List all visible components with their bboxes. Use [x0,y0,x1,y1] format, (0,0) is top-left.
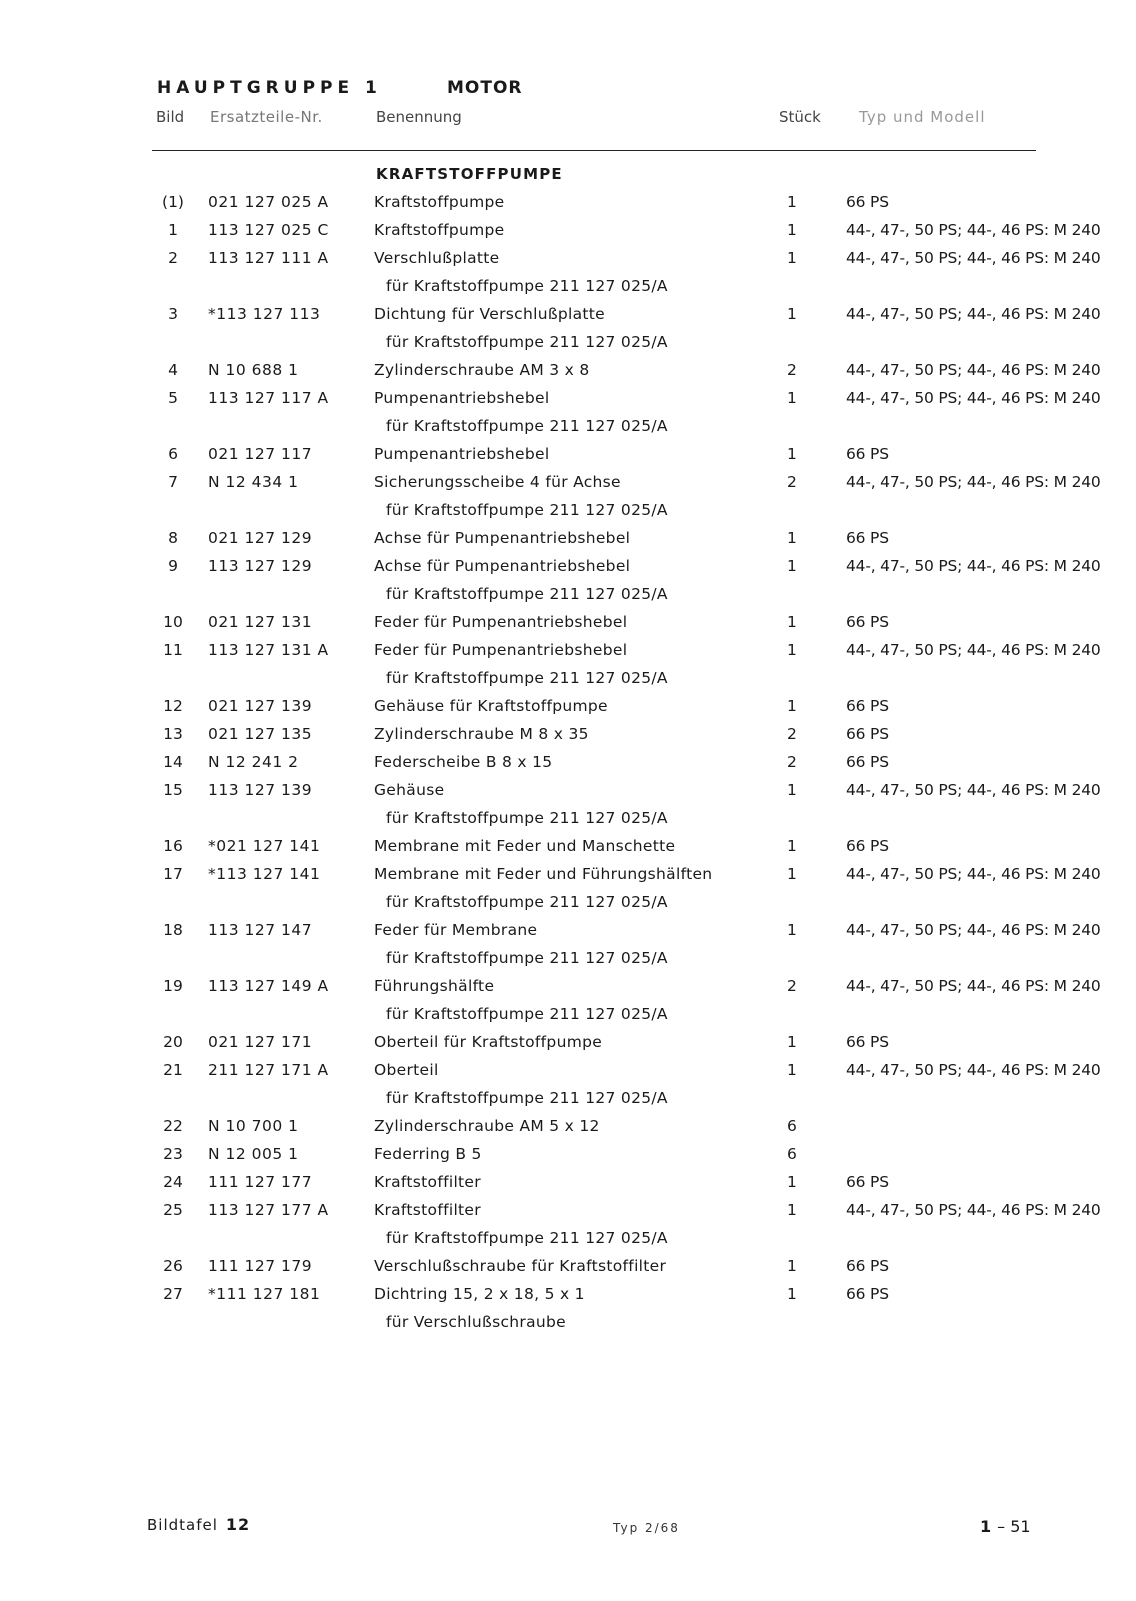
part-number: 113 127 177 A [208,1201,329,1219]
figure-number: 10 [163,613,183,631]
model-applicability: 44-, 47-, 50 PS; 44-, 46 PS: M 240 [846,473,1101,491]
figure-number: 26 [163,1257,183,1275]
model-applicability: 66 PS [846,753,889,771]
quantity: 1 [787,221,797,239]
table-row-continuation [0,889,1136,917]
part-number: 211 127 171 A [208,1061,329,1079]
part-description: Feder für Pumpenantriebshebel [374,641,628,659]
model-applicability: 66 PS [846,725,889,743]
table-row [0,1029,1136,1057]
part-description: Feder für Membrane [374,921,538,939]
model-applicability: 44-, 47-, 50 PS; 44-, 46 PS: M 240 [846,865,1101,883]
quantity: 1 [787,697,797,715]
part-number: 021 127 135 [208,725,313,743]
model-applicability: 66 PS [846,445,889,463]
part-number: 021 127 171 [208,1033,313,1051]
quantity: 1 [787,781,797,799]
table-row [0,721,1136,749]
quantity: 1 [787,193,797,211]
part-description: Feder für Pumpenantriebshebel [374,613,628,631]
part-number: N 10 700 1 [208,1117,299,1135]
part-number: N 12 005 1 [208,1145,299,1163]
continuation-text: für Kraftstoffpumpe 211 127 025/A [386,893,668,911]
quantity: 1 [787,1061,797,1079]
part-description: Federscheibe B 8 x 15 [374,753,553,771]
table-row [0,1113,1136,1141]
part-description: Führungshälfte [374,977,495,995]
part-number: 113 127 149 A [208,977,329,995]
figure-number: 27 [163,1285,183,1303]
table-row-continuation [0,581,1136,609]
continuation-text: für Kraftstoffpumpe 211 127 025/A [386,333,668,351]
part-number: 111 127 179 [208,1257,313,1275]
figure-number: 7 [168,473,178,491]
column-header-description: Benennung [376,108,462,126]
figure-number: 19 [163,977,183,995]
footer-plate-number: 12 [225,1515,251,1534]
table-row [0,469,1136,497]
part-number: 021 127 025 A [208,193,329,211]
part-number: 021 127 139 [208,697,313,715]
continuation-text: für Kraftstoffpumpe 211 127 025/A [386,1089,668,1107]
part-number: 113 127 117 A [208,389,329,407]
part-number: 113 127 139 [208,781,313,799]
part-description: Kraftstoffilter [374,1173,481,1191]
parts-table [0,189,1136,1337]
table-row [0,1141,1136,1169]
quantity: 1 [787,1173,797,1191]
figure-number: 20 [163,1033,183,1051]
header-divider [152,150,1036,151]
table-row-continuation [0,665,1136,693]
model-applicability: 44-, 47-, 50 PS; 44-, 46 PS: M 240 [846,361,1101,379]
quantity: 1 [787,557,797,575]
figure-number: 25 [163,1201,183,1219]
quantity: 1 [787,445,797,463]
table-row [0,525,1136,553]
model-applicability: 66 PS [846,1173,889,1191]
figure-number: 15 [163,781,183,799]
part-description: Achse für Pumpenantriebshebel [374,529,631,547]
part-number: N 12 241 2 [208,753,299,771]
quantity: 1 [787,641,797,659]
table-row [0,1281,1136,1309]
quantity: 1 [787,305,797,323]
part-description: Gehäuse für Kraftstoffpumpe [374,697,608,715]
quantity: 6 [787,1117,797,1135]
quantity: 1 [787,1257,797,1275]
model-applicability: 66 PS [846,193,889,211]
quantity: 1 [787,1285,797,1303]
table-row [0,1253,1136,1281]
part-description: Oberteil für Kraftstoffpumpe [374,1033,603,1051]
table-row [0,973,1136,1001]
part-description: Achse für Pumpenantriebshebel [374,557,631,575]
column-header-quantity: Stück [779,108,821,126]
figure-number: 13 [163,725,183,743]
quantity: 2 [787,725,797,743]
model-applicability: 66 PS [846,1033,889,1051]
part-number: 113 127 129 [208,557,313,575]
footer-typ: Typ 2/68 [613,1521,680,1535]
quantity: 1 [787,921,797,939]
model-applicability: 66 PS [846,529,889,547]
quantity: 1 [787,613,797,631]
header-title [157,78,523,98]
part-description: Dichtring 15, 2 x 18, 5 x 1 [374,1285,585,1303]
table-row-continuation [0,273,1136,301]
part-number: 021 127 131 [208,613,313,631]
figure-number: (1) [162,193,184,211]
table-row [0,833,1136,861]
figure-number: 16 [163,837,183,855]
column-header-model: Typ und Modell [859,108,986,126]
figure-number: 6 [168,445,178,463]
table-row-continuation [0,805,1136,833]
quantity: 1 [787,389,797,407]
model-applicability: 44-, 47-, 50 PS; 44-, 46 PS: M 240 [846,921,1101,939]
part-description: Dichtung für Verschlußplatte [374,305,606,323]
figure-number: 5 [168,389,178,407]
quantity: 2 [787,361,797,379]
table-row [0,245,1136,273]
part-description: Membrane mit Feder und Manschette [374,837,676,855]
table-row-continuation [0,413,1136,441]
section-heading: KRAFTSTOFFPUMPE [376,165,563,183]
part-description: Kraftstoffilter [374,1201,481,1219]
quantity: 1 [787,865,797,883]
table-row [0,777,1136,805]
model-applicability: 44-, 47-, 50 PS; 44-, 46 PS: M 240 [846,221,1101,239]
table-row [0,385,1136,413]
part-description: Zylinderschraube M 8 x 35 [374,725,589,743]
figure-number: 21 [163,1061,183,1079]
part-number: *021 127 141 [208,837,321,855]
table-row [0,301,1136,329]
table-row [0,637,1136,665]
part-number: 113 127 025 C [208,221,329,239]
table-row-continuation [0,1309,1136,1337]
footer-page-bold: 1 [980,1517,992,1536]
table-row [0,189,1136,217]
figure-number: 24 [163,1173,183,1191]
table-row [0,553,1136,581]
table-row [0,1197,1136,1225]
part-description: Pumpenantriebshebel [374,389,550,407]
table-row [0,1169,1136,1197]
part-number: 111 127 177 [208,1173,313,1191]
figure-number: 4 [168,361,178,379]
table-row [0,917,1136,945]
part-description: Verschlußschraube für Kraftstoffilter [374,1257,667,1275]
continuation-text: für Kraftstoffpumpe 211 127 025/A [386,669,668,687]
part-description: Zylinderschraube AM 5 x 12 [374,1117,600,1135]
model-applicability: 44-, 47-, 50 PS; 44-, 46 PS: M 240 [846,1061,1101,1079]
model-applicability: 66 PS [846,1285,889,1303]
quantity: 1 [787,837,797,855]
footer-plate [147,1515,250,1534]
part-number: N 10 688 1 [208,361,299,379]
figure-number: 17 [163,865,183,883]
table-row-continuation [0,945,1136,973]
model-applicability: 44-, 47-, 50 PS; 44-, 46 PS: M 240 [846,641,1101,659]
part-description: Sicherungsscheibe 4 für Achse [374,473,621,491]
part-description: Membrane mit Feder und Führungshälften [374,865,713,883]
figure-number: 1 [168,221,178,239]
model-applicability: 66 PS [846,697,889,715]
part-description: Kraftstoffpumpe [374,221,505,239]
continuation-text: für Kraftstoffpumpe 211 127 025/A [386,417,668,435]
model-applicability: 44-, 47-, 50 PS; 44-, 46 PS: M 240 [846,1201,1101,1219]
column-header-part-number: Ersatzteile-Nr. [210,108,323,126]
model-applicability: 66 PS [846,1257,889,1275]
part-description: Verschlußplatte [374,249,500,267]
model-applicability: 44-, 47-, 50 PS; 44-, 46 PS: M 240 [846,781,1101,799]
table-row [0,693,1136,721]
continuation-text: für Kraftstoffpumpe 211 127 025/A [386,501,668,519]
table-row [0,861,1136,889]
footer-page-rest: – 51 [997,1517,1031,1536]
part-description: Gehäuse [374,781,445,799]
model-applicability: 44-, 47-, 50 PS; 44-, 46 PS: M 240 [846,305,1101,323]
continuation-text: für Kraftstoffpumpe 211 127 025/A [386,277,668,295]
model-applicability: 44-, 47-, 50 PS; 44-, 46 PS: M 240 [846,389,1101,407]
model-applicability: 44-, 47-, 50 PS; 44-, 46 PS: M 240 [846,249,1101,267]
quantity: 1 [787,1201,797,1219]
continuation-text: für Kraftstoffpumpe 211 127 025/A [386,1229,668,1247]
table-row [0,609,1136,637]
table-row [0,217,1136,245]
quantity: 2 [787,977,797,995]
continuation-text: für Verschlußschraube [386,1313,566,1331]
figure-number: 14 [163,753,183,771]
column-headers [0,108,1136,130]
table-row [0,1057,1136,1085]
continuation-text: für Kraftstoffpumpe 211 127 025/A [386,1005,668,1023]
main-group-label: HAUPTGRUPPE 1 [157,78,382,98]
figure-number: 8 [168,529,178,547]
part-description: Kraftstoffpumpe [374,193,505,211]
part-number: 021 127 129 [208,529,313,547]
part-description: Federring B 5 [374,1145,482,1163]
model-applicability: 66 PS [846,613,889,631]
figure-number: 3 [168,305,178,323]
continuation-text: für Kraftstoffpumpe 211 127 025/A [386,809,668,827]
quantity: 2 [787,753,797,771]
continuation-text: für Kraftstoffpumpe 211 127 025/A [386,585,668,603]
part-description: Oberteil [374,1061,439,1079]
footer-page-number [980,1517,1031,1536]
table-row [0,749,1136,777]
figure-number: 22 [163,1117,183,1135]
table-row-continuation [0,1085,1136,1113]
part-number: N 12 434 1 [208,473,299,491]
continuation-text: für Kraftstoffpumpe 211 127 025/A [386,949,668,967]
table-row [0,441,1136,469]
model-applicability: 66 PS [846,837,889,855]
figure-number: 12 [163,697,183,715]
figure-number: 23 [163,1145,183,1163]
part-number: 113 127 147 [208,921,313,939]
figure-number: 11 [163,641,183,659]
quantity: 1 [787,529,797,547]
group-title: MOTOR [447,78,523,98]
footer-plate-label: Bildtafel [147,1516,218,1534]
quantity: 1 [787,249,797,267]
part-number: *111 127 181 [208,1285,321,1303]
figure-number: 18 [163,921,183,939]
figure-number: 2 [168,249,178,267]
quantity: 2 [787,473,797,491]
part-number: 021 127 117 [208,445,313,463]
model-applicability: 44-, 47-, 50 PS; 44-, 46 PS: M 240 [846,977,1101,995]
table-row-continuation [0,1001,1136,1029]
part-description: Zylinderschraube AM 3 x 8 [374,361,590,379]
quantity: 6 [787,1145,797,1163]
part-number: 113 127 111 A [208,249,329,267]
part-number: *113 127 113 [208,305,321,323]
table-row [0,357,1136,385]
table-row-continuation [0,1225,1136,1253]
column-header-bild: Bild [156,108,185,126]
quantity: 1 [787,1033,797,1051]
part-description: Pumpenantriebshebel [374,445,550,463]
part-number: 113 127 131 A [208,641,329,659]
table-row-continuation [0,497,1136,525]
table-row-continuation [0,329,1136,357]
figure-number: 9 [168,557,178,575]
model-applicability: 44-, 47-, 50 PS; 44-, 46 PS: M 240 [846,557,1101,575]
part-number: *113 127 141 [208,865,321,883]
